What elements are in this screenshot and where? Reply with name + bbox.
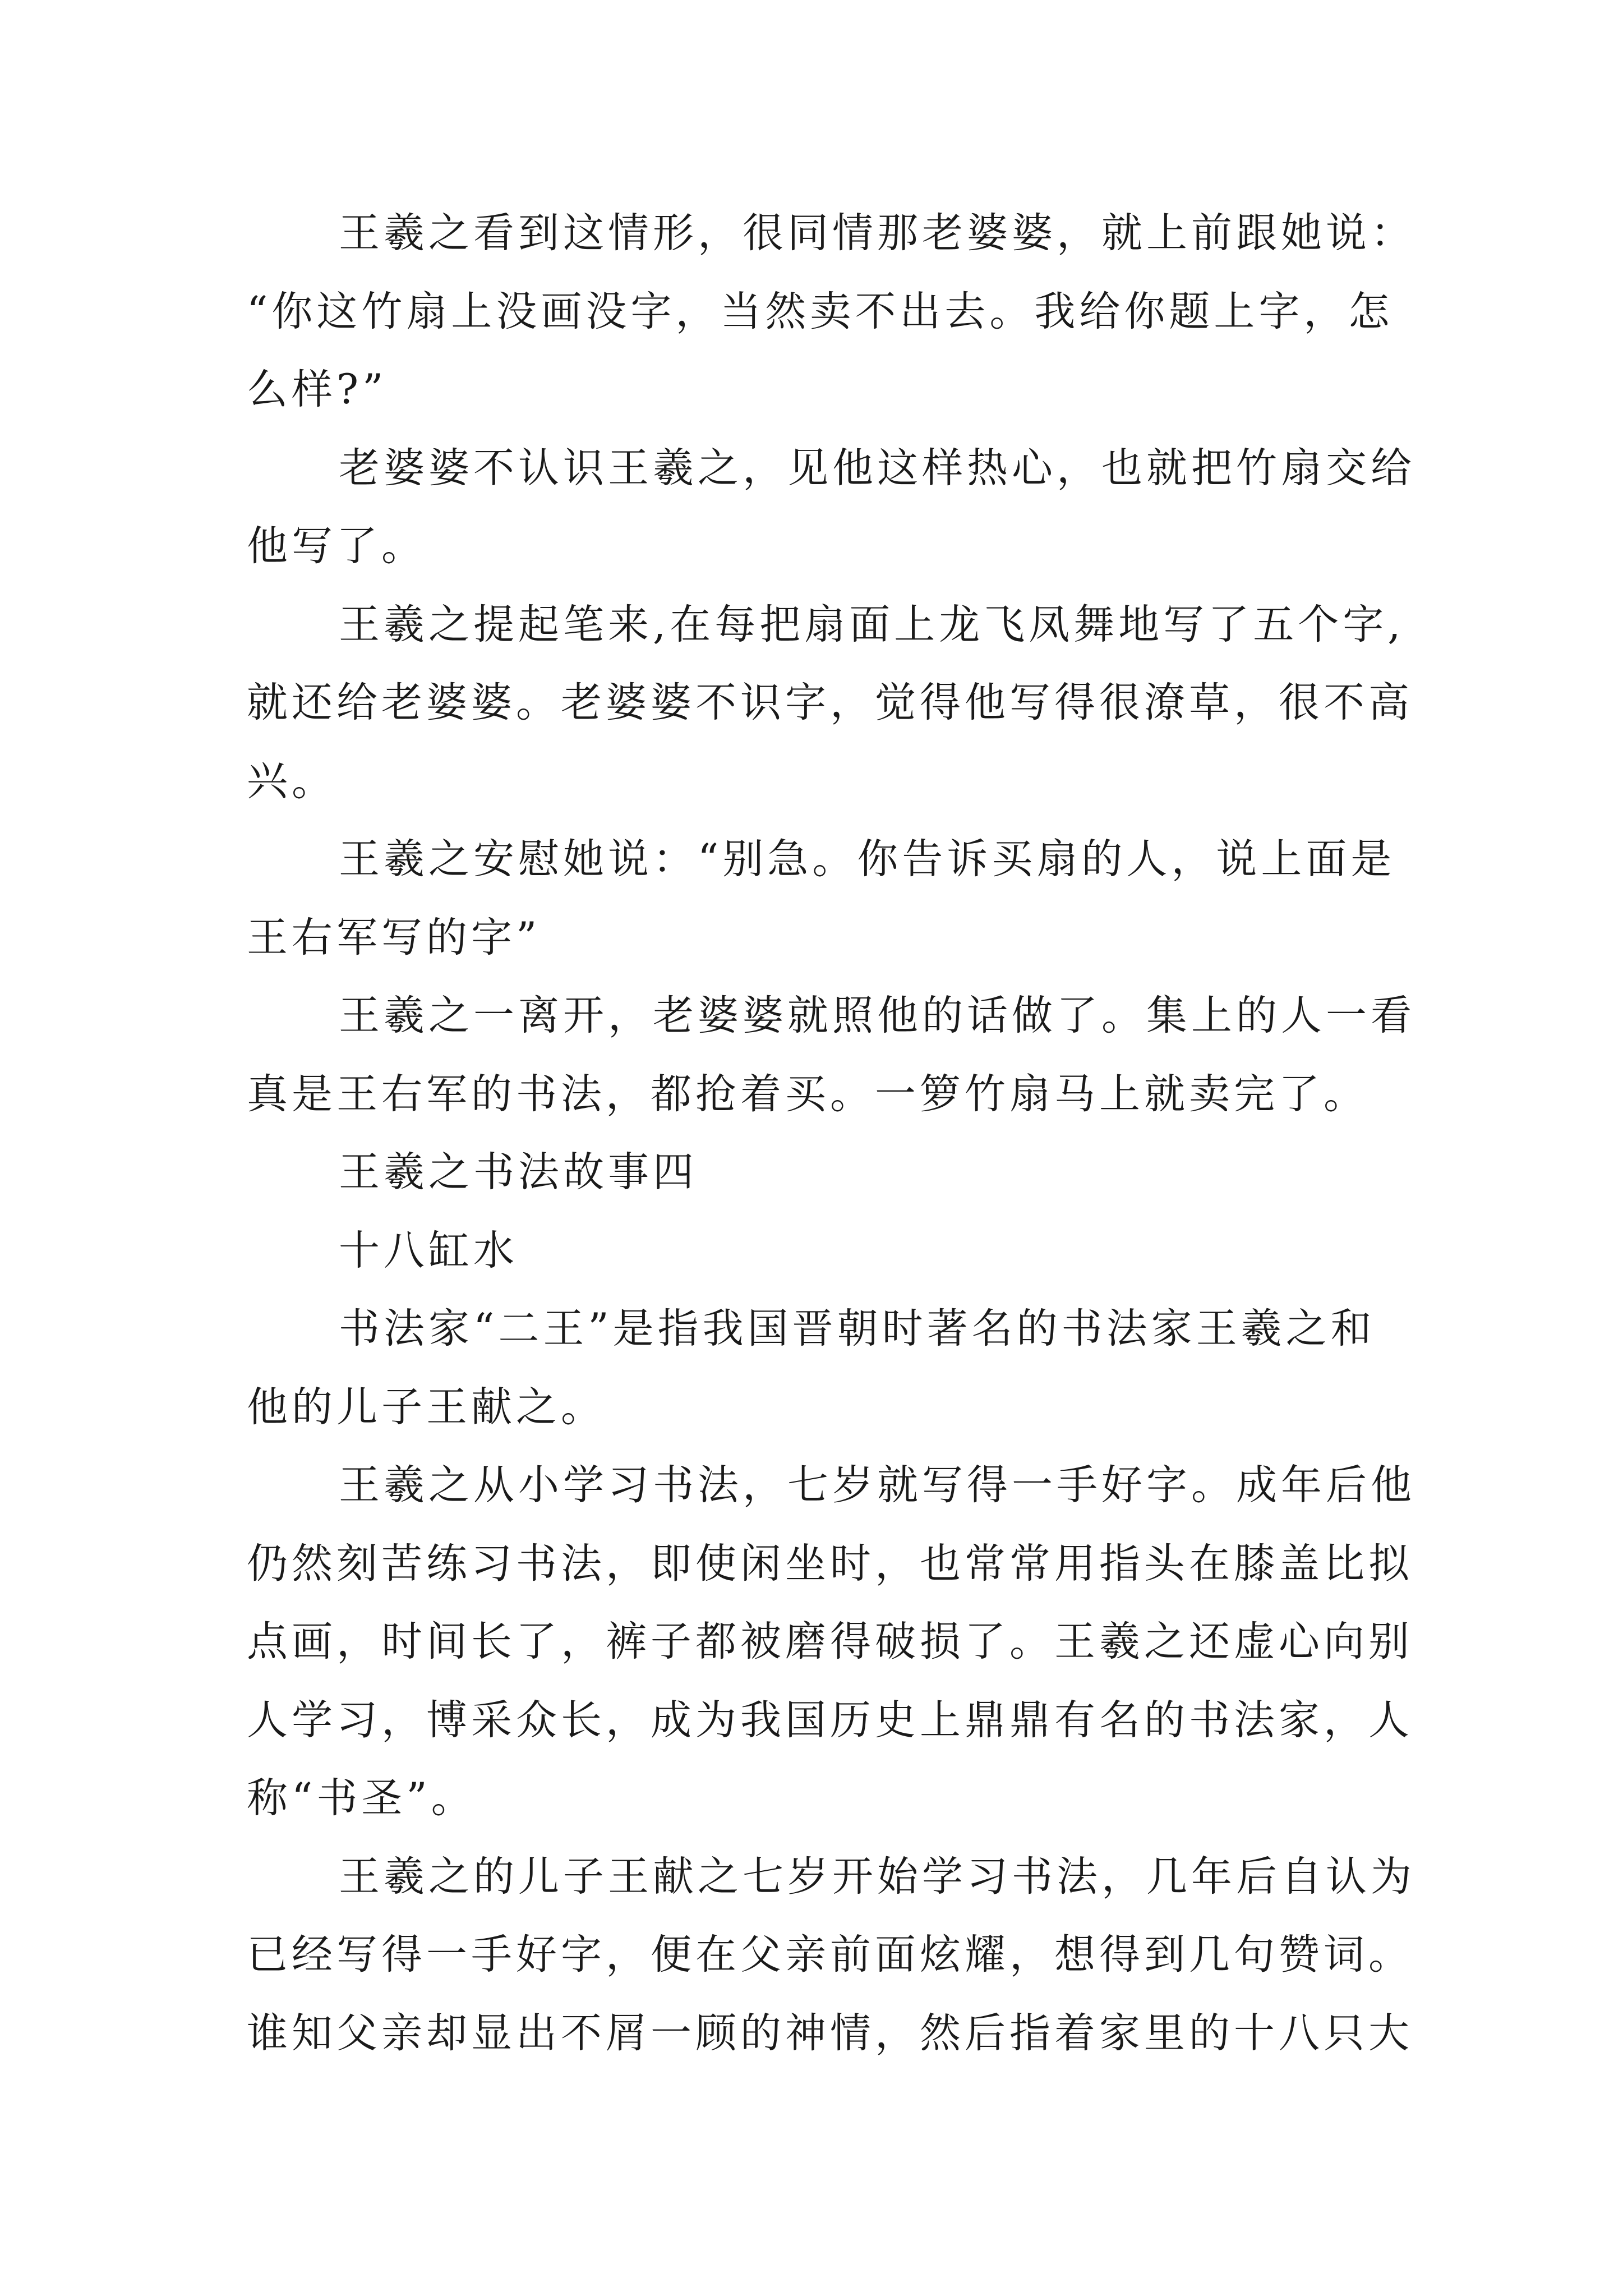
text-line: 王右军写的字” bbox=[247, 913, 541, 961]
text-line: 他写了。 bbox=[247, 522, 426, 570]
text-line: 老婆婆不认识王羲之，见他这样热心，也就把竹扇交给 bbox=[339, 444, 1415, 492]
text-line: “你这竹扇上没画没字，当然卖不出去。我给你题上字，怎 bbox=[247, 287, 1394, 335]
text-line: 王羲之一离开，老婆婆就照他的话做了。集上的人一看 bbox=[339, 992, 1415, 1039]
text-line: 谁知父亲却显出不屑一顾的神情，然后指着家里的十八只大 bbox=[247, 2009, 1413, 2057]
text-line: 王羲之的儿子王献之七岁开始学习书法，几年后自认为 bbox=[339, 1852, 1415, 1901]
text-line: 点画，时间长了，裤子都被磨得破损了。王羲之还虚心向别 bbox=[247, 1618, 1413, 1665]
text-line: 王羲之提起笔来,在每把扇面上龙飞凤舞地写了五个字, bbox=[339, 600, 1405, 648]
text-line: 仍然刻苦练习书法，即使闲坐时，也常常用指头在膝盖比拟 bbox=[247, 1539, 1413, 1588]
text-line: 王羲之书法故事四 bbox=[339, 1148, 698, 1196]
text-line: 人学习，博采众长，成为我国历史上鼎鼎有名的书法家，人 bbox=[247, 1696, 1413, 1744]
text-line: 兴。 bbox=[247, 757, 336, 805]
text-line: 就还给老婆婆。老婆婆不识字，觉得他写得很潦草，很不高 bbox=[247, 679, 1413, 726]
text-line: 王羲之看到这情形，很同情那老婆婆，就上前跟她说： bbox=[339, 209, 1415, 257]
text-line: 称“书圣”。 bbox=[247, 1774, 476, 1822]
text-line: 他的儿子王献之。 bbox=[247, 1383, 606, 1431]
text-line: 真是王右军的书法，都抢着买。一箩竹扇马上就卖完了。 bbox=[247, 1070, 1368, 1118]
text-line: 王羲之从小学习书法，七岁就写得一手好字。成年后他 bbox=[339, 1461, 1415, 1509]
text-line: 书法家“二王”是指我国晋朝时著名的书法家王羲之和 bbox=[339, 1305, 1376, 1352]
text-line: 已经写得一手好字，便在父亲前面炫耀，想得到几句赞词。 bbox=[247, 1931, 1413, 1978]
text-line: 王羲之安慰她说：“别急。你告诉买扇的人，说上面是 bbox=[339, 835, 1396, 883]
text-line: 么样?” bbox=[247, 366, 388, 413]
text-line: 十八缸水 bbox=[339, 1226, 518, 1274]
body-text bbox=[247, 194, 1415, 2072]
